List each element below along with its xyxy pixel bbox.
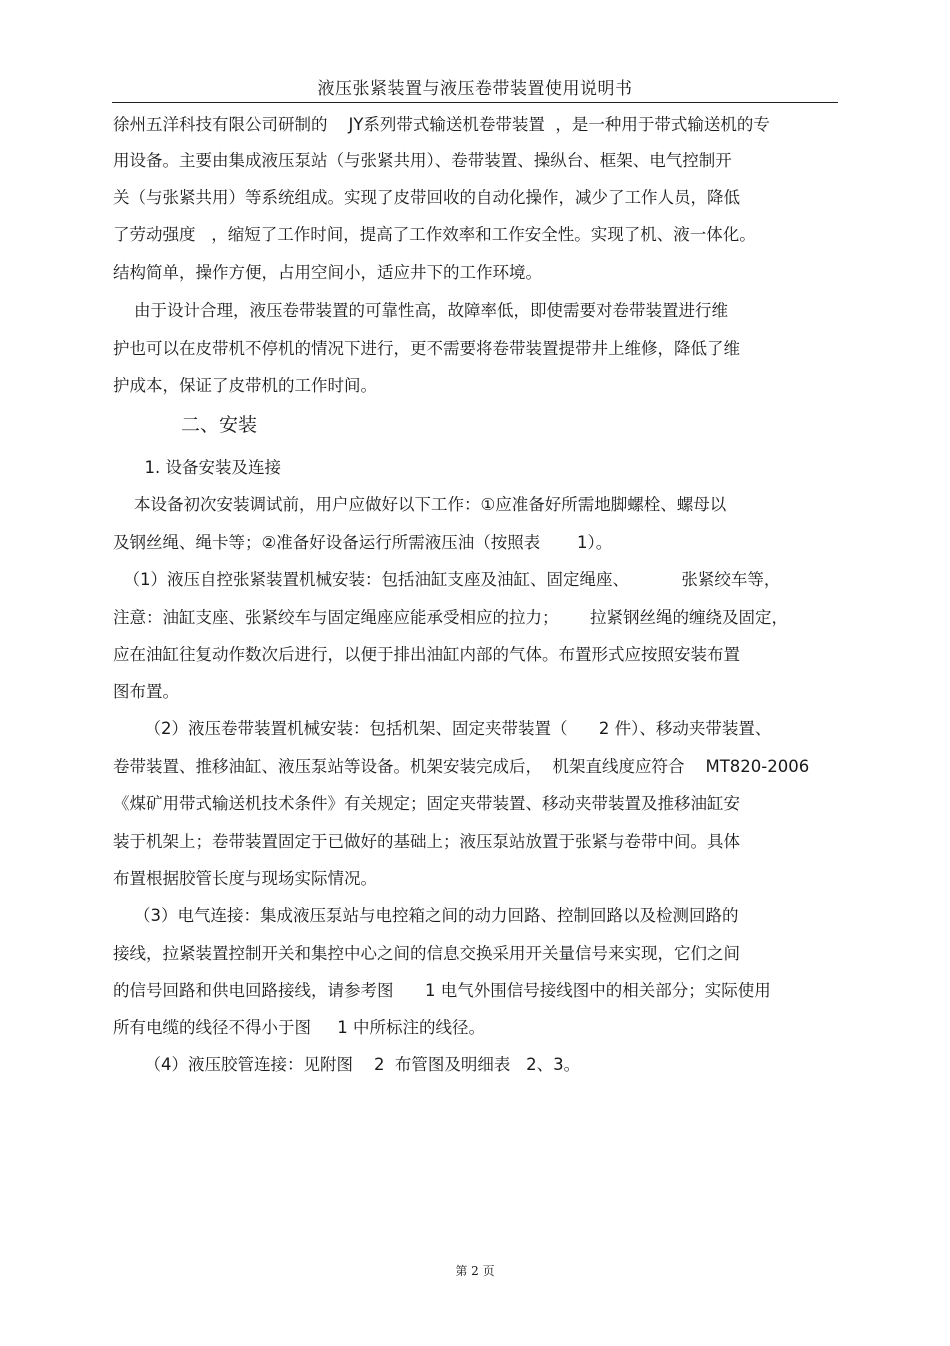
item3-line-3: 的信号回路和供电回路接线，请参考图 1 电气外围信号接线图中的相关部分；实际使用 [113, 981, 771, 1000]
item2-line-3: 《煤矿用带式输送机技术条件》有关规定；固定夹带装置、移动夹带装置及推移油缸安 [113, 794, 740, 813]
item2-line-5: 布置根据胶管长度与现场实际情况。 [113, 869, 377, 888]
intro-line-4: 了劳动强度 ，缩短了工作时间，提高了工作效率和工作安全性。实现了机、液一体化。 [113, 225, 756, 244]
item3-line-2: 接线，拉紧装置控制开关和集控中心之间的信息交换采用开关量信号来实现，它们之间 [113, 944, 740, 963]
item2-line-2: 卷带装置、推移油缸、液压泵站等设备。机架安装完成后， 机架直线度应符合 MT820-2006 [113, 757, 810, 776]
reliability-line-1: 由于设计合理，液压卷带装置的可靠性高，故障率低，即使需要对卷带装置进行维 [113, 301, 728, 320]
subsection-heading-equipment: 1. 设备安装及连接 [113, 458, 281, 477]
header-divider [112, 102, 838, 103]
prep-line-1: 本设备初次安装调试前，用户应做好以下工作：①应准备好所需地脚螺栓、螺母以 [113, 495, 727, 514]
intro-line-2: 用设备。主要由集成液压泵站（与张紧共用）、卷带装置、操纵台、框架、电气控制开 [113, 151, 732, 170]
prep-line-2: 及钢丝绳、绳卡等；②准备好设备运行所需液压油（按照表 1）。 [113, 533, 613, 552]
item2-line-1: （2）液压卷带装置机械安装：包括机架、固定夹带装置（ 2 件）、移动夹带装置、 [113, 719, 772, 738]
page-header-title: 液压张紧装置与液压卷带装置使用说明书 [317, 79, 633, 99]
section-heading-install: 二、安装 [181, 414, 258, 436]
intro-line-3: 关（与张紧共用）等系统组成。实现了皮带回收的自动化操作，减少了工作人员，降低 [113, 188, 740, 207]
item3-line-4: 所有电缆的线径不得小于图 1 中所标注的线径。 [113, 1018, 485, 1037]
item1-line-1: （1）液压自控张紧装置机械安装：包括油缸支座及油缸、固定绳座、 张紧绞车等， [113, 570, 781, 589]
item4-line-1: （4）液压胶管连接：见附图 2 布管图及明细表 2、3。 [113, 1055, 581, 1074]
intro-line-1: 徐州五洋科技有限公司研制的 JY系列带式输送机卷带装置 ，是一种用于带式输送机的专 [113, 115, 770, 134]
item3-line-1: （3）电气连接：集成液压泵站与电控箱之间的动力回路、控制回路以及检测回路的 [113, 906, 739, 925]
reliability-line-3: 护成本，保证了皮带机的工作时间。 [113, 376, 377, 395]
item1-line-3: 应在油缸往复动作数次后进行，以便于排出油缸内部的气体。布置形式应按照安装布置 [113, 645, 740, 664]
item1-line-4: 图布置。 [113, 682, 179, 701]
item1-line-2: 注意：油缸支座、张紧绞车与固定绳座应能承受相应的拉力； 拉紧钢丝绳的缠绕及固定， [113, 608, 788, 627]
item2-line-4: 装于机架上；卷带装置固定于已做好的基础上；液压泵站放置于张紧与卷带中间。具体 [113, 832, 740, 851]
reliability-line-2: 护也可以在皮带机不停机的情况下进行，更不需要将卷带装置提带井上维修，降低了维 [113, 339, 740, 358]
intro-line-5: 结构简单，操作方便，占用空间小，适应井下的工作环境。 [113, 263, 542, 282]
page-number: 第 2 页 [455, 1264, 495, 1278]
